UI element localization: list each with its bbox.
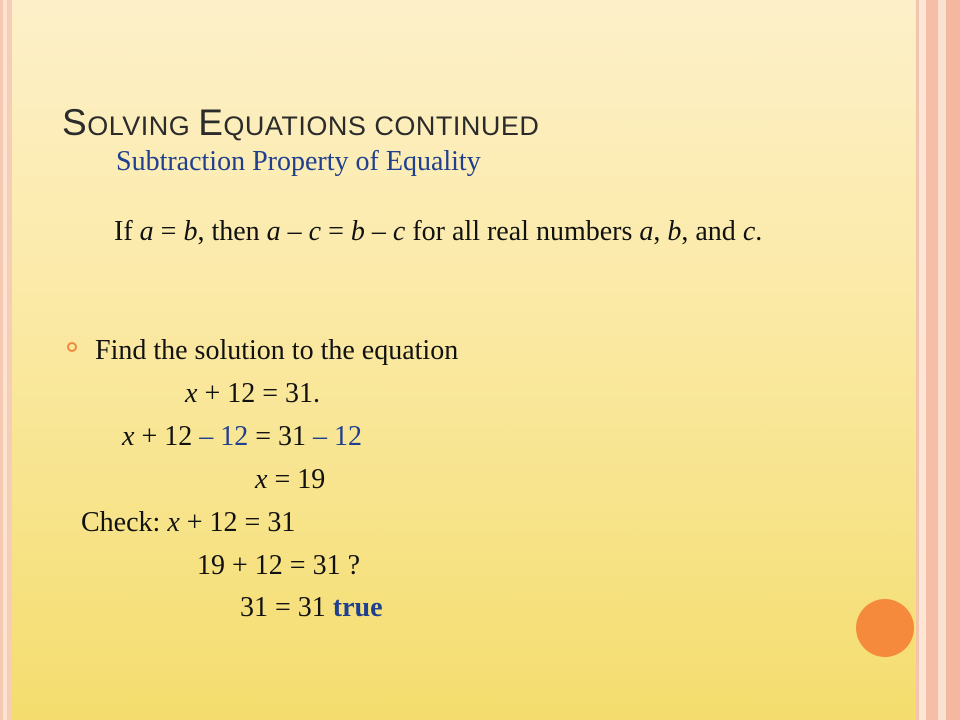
slide-title: SOLVING EQUATIONS CONTINUED bbox=[62, 102, 540, 143]
property-statement: If a = b, then a – c = b – c for all real numbers a, b, and c. bbox=[114, 216, 763, 247]
orange-circle-decoration bbox=[856, 599, 914, 657]
bullet-circle-icon bbox=[67, 342, 77, 352]
left-decorative-stripe bbox=[0, 0, 12, 720]
check-line-2: 19 + 12 = 31 ? bbox=[197, 550, 361, 581]
check-line-1: Check: x + 12 = 31 bbox=[81, 507, 296, 538]
slide-subtitle: Subtraction Property of Equality bbox=[116, 146, 481, 177]
true-label: true bbox=[332, 592, 383, 623]
equation-line-2: x + 12 – 12 = 31 – 12 bbox=[122, 421, 363, 452]
right-decorative-band bbox=[916, 0, 960, 720]
equation-line-3: x = 19 bbox=[255, 464, 326, 495]
check-line-3: 31 = 31 true bbox=[240, 592, 383, 623]
equation-line-1: x + 12 = 31. bbox=[185, 378, 321, 409]
bullet-text: Find the solution to the equation bbox=[95, 335, 459, 366]
